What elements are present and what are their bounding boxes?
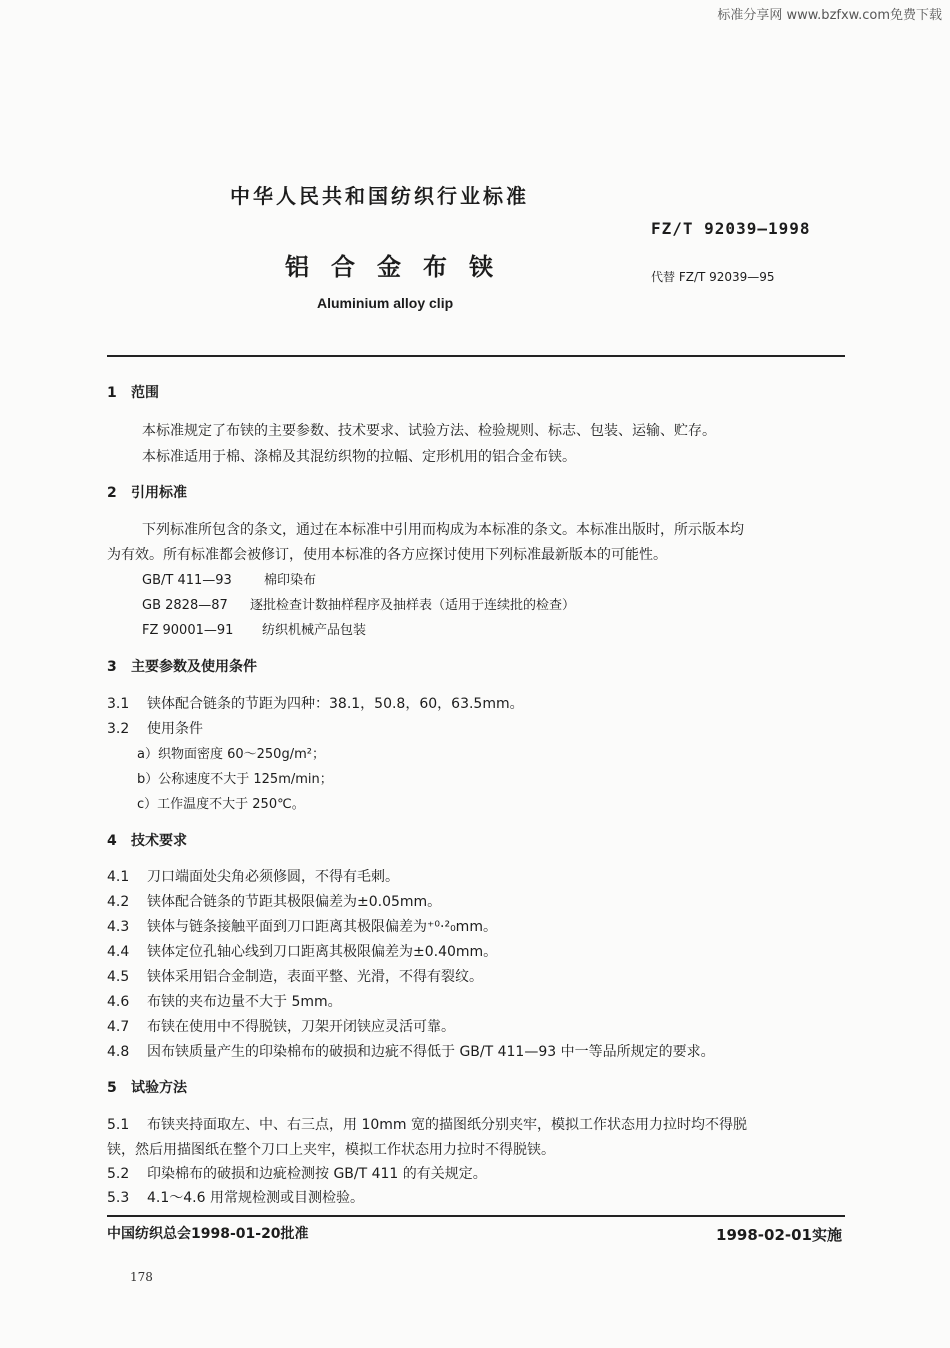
reference-item: FZ 90001—91 纺织机械产品包装 — [142, 623, 367, 638]
clause-item: 4.8 因布铗质量产生的印染棉布的破损和边疵不得低于 GB/T 411—93 中一等品所规定的要求。 — [107, 1044, 715, 1060]
condition-item: b）公称速度不大于 125m/min； — [137, 772, 333, 787]
section-2-heading: 2 引用标准 — [107, 485, 187, 501]
section-2-paragraph: 为有效。所有标准都会被修订，使用本标准的各方应探讨使用下列标准最新版本的可能性。 — [107, 547, 667, 563]
section-1-paragraph: 本标准适用于棉、涤棉及其混纺织物的拉幅、定形机用的铝合金布铗。 — [142, 449, 576, 465]
condition-item: c）工作温度不大于 250℃。 — [137, 797, 305, 812]
page-number: 178 — [130, 1270, 153, 1284]
clause-item: 3.2 使用条件 — [107, 721, 203, 737]
clause-item: 4.7 布铗在使用中不得脱铗，刀架开闭铗应灵活可靠。 — [107, 1019, 455, 1035]
clause-item: 4.4 铗体定位孔轴心线到刀口距离其极限偏差为±0.40mm。 — [107, 944, 498, 960]
document-title-cn: 铝合金布铗 — [285, 253, 515, 281]
replaces-note: 代替 FZ/T 92039—95 — [651, 270, 775, 284]
industry-standard-heading: 中华人民共和国纺织行业标准 — [230, 184, 529, 208]
reference-item: GB 2828—87 逐批检查计数抽样程序及抽样表（适用于连续批的检查） — [142, 598, 576, 613]
reference-item: GB/T 411—93 棉印染布 — [142, 573, 317, 588]
clause-item: 4.3 铗体与链条接触平面到刀口距离其极限偏差为⁺⁰·²₀mm。 — [107, 919, 497, 935]
document-title-en: Aluminium alloy clip — [317, 295, 454, 311]
section-5-heading: 5 试验方法 — [107, 1080, 187, 1096]
clause-item: 3.1 铗体配合链条的节距为四种：38.1，50.8，60，63.5mm。 — [107, 696, 524, 712]
clause-item: 5.3 4.1～4.6 用常规检测或目测检验。 — [107, 1190, 364, 1206]
clause-item: 4.6 布铗的夹布边量不大于 5mm。 — [107, 994, 342, 1010]
implementation-date: 1998-02-01实施 — [716, 1226, 842, 1244]
approval-note: 中国纺织总会1998-01-20批准 — [107, 1226, 309, 1242]
clause-item: 4.5 铗体采用铝合金制造，表面平整、光滑，不得有裂纹。 — [107, 969, 483, 985]
watermark-text: 标准分享网 www.bzfxw.com免费下载 — [717, 8, 942, 23]
section-2-paragraph: 下列标准所包含的条文，通过在本标准中引用而构成为本标准的条文。本标准出版时，所示版本均 — [142, 522, 744, 538]
clause-item: 4.2 铗体配合链条的节距其极限偏差为±0.05mm。 — [107, 894, 442, 910]
standard-code: FZ/T 92039—1998 — [651, 219, 811, 238]
section-3-heading: 3 主要参数及使用条件 — [107, 659, 257, 675]
clause-item: 5.2 印染棉布的破损和边疵检测按 GB/T 411 的有关规定。 — [107, 1166, 487, 1182]
clause-item: 4.1 刀口端面处尖角必须修圆，不得有毛刺。 — [107, 869, 399, 885]
condition-item: a）织物面密度 60～250g/m²； — [137, 747, 325, 762]
section-4-heading: 4 技术要求 — [107, 833, 187, 849]
section-1-paragraph: 本标准规定了布铗的主要参数、技术要求、试验方法、检验规则、标志、包装、运输、贮存。 — [142, 423, 716, 439]
bottom-divider — [107, 1215, 845, 1217]
clause-continuation: 铗，然后用描图纸在整个刀口上夹牢，模拟工作状态用力拉时不得脱铗。 — [107, 1142, 555, 1158]
clause-item: 5.1 布铗夹持面取左、中、右三点，用 10mm 宽的描图纸分别夹牢，模拟工作状态用力拉时均不得脱 — [107, 1117, 747, 1133]
top-divider — [107, 355, 845, 357]
section-1-heading: 1 范围 — [107, 385, 159, 401]
